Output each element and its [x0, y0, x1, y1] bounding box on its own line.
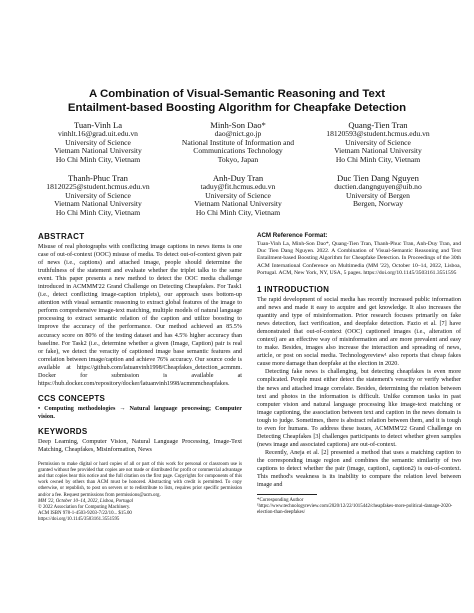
permission-block — [38, 462, 242, 523]
keywords-text: Deep Learning, Computer Vision, Natural Language Processing, Image-Text Matching, Cheapfakes, Misinformation, News — [38, 438, 242, 453]
copyright-line: © 2022 Association for Computing Machinery. — [38, 504, 131, 510]
author-name: Quang-Tien Tran — [348, 120, 408, 130]
author-affiliation: University of Bergen — [346, 190, 410, 200]
author-email: ductien.dangnguyen@uib.no — [334, 182, 422, 191]
intro-paragraph-1: The rapid development of social media has recently increased public information and news and made it easy to acquire and get knowledge. It also increases the quantity and type of misinformation. Prior research focuses primarily on fake news detection, fact verification, and deepfake detection. Fazio et al. [7] have demonstrated that out-of-context (OOC) captioned images (i.e., alteration of context) are an effective way of misinformation and are more prevalent and easy to make. Besides, images also increase the interaction and spreading of news, article, or post on social media. Technologyreview¹ also reports that cheap fakes cause more damage than deepfake at the election in 2020. — [257, 297, 461, 368]
abstract-text: Misuse of real photographs with conflicting image captions in news items is one case of out-of-context (OOC) misuse of media. To detect out-of-context given pair of news (i.e., captions) and attached image, people should determine the truthfulness of the statement and evaluate whether the triplet talks to the same event. This paper presents a new method to detect the OOC media challenge introduced in ACMMM'22 Grand Challenge on Detecting Cheapfakes. For Task1 (i.e., detect conflicting image-caption triplets), our approach uses bottom-up attention with visual semantic reasoning to extract global features of the image to perform comprehensive image-text matching, multiple models of natural language processing to extract semantic relation of the caption and utilize boosting to improve the accuracy of the performance. Our method achieved an 85.5% accuracy score on 80% of the testing dataset and has 4.5% higher accuracy than baseline. For Task2 (i.e., determine whether a given (Image, Caption) pair is real or fake), we detect the veracity of captioned image base semantic features and correlation between image/caption and achieve 76% accuracy. Our source code is available at https://github.com/latuanvinh1998/Cheapfakes_detection_acmmm. Docker for submission is available at https://hub.docker.com/repository/docker/latuanvinh1998/acmmmcheapfakes. — [38, 244, 242, 387]
author-email: 18120225@student.hcmus.edu.vn — [46, 182, 150, 191]
author-name: Tuan-Vinh La — [73, 120, 123, 130]
left-column — [38, 232, 242, 523]
paper-title — [20, 87, 454, 115]
author-location: Tokyo, Japan — [217, 155, 259, 165]
intro-paragraph-3: Recently, Aneja et al. [2] presented a method that uses a matching caption to the corresponding image region and combines the semantic similarity of two captions to detect whether the pair (image, caption1, caption2) is out-of-context. This method's weakness is its inability to compare the relation level between image and — [257, 449, 461, 489]
footnote-rule — [257, 494, 317, 495]
author-name: Duc Tien Dang Nguyen — [337, 173, 419, 183]
acm-reference-text: Tuan-Vinh La, Minh-Son Dao*, Quang-Tien Tran, Thanh-Phuc Tran, Anh-Duy Tran, and Duc Tien Dang Nguyen. 2022. A Combination of Visual-Semantic Reasoning and Text Entailment-based Boosting Algorithm for Cheapfake Detection. In Proceedings of the 30th ACM International Conference on Multimedia (MM '22), October 10–14, 2022, Lisboa, Portugal. ACM, New York, NY, USA, 5 pages. https://doi.org/10.1145/3503161.3551595 — [257, 241, 461, 276]
author-email: 18120593@student.hcmus.edu.vn — [326, 129, 430, 138]
author-6 — [308, 173, 448, 209]
author-affiliation: University of Science — [205, 190, 271, 200]
author-email: vinhlt.16@grad.uit.edu.vn — [58, 129, 138, 138]
keywords-heading: KEYWORDS — [38, 426, 88, 436]
author-affiliation: Vietnam National University — [334, 146, 422, 156]
author-2 — [168, 120, 308, 165]
venue-line: MM '22, October 10–14, 2022, Lisboa, Portugal — [38, 498, 134, 504]
author-name: Anh-Duy Tran — [212, 173, 264, 183]
author-affiliation: Vietnam National University — [54, 199, 142, 209]
author-name: Minh-Son Dao* — [210, 120, 266, 130]
acm-reference-heading: ACM Reference Format: — [257, 232, 328, 239]
author-1 — [28, 120, 168, 165]
title-line-1: A Combination of Visual-Semantic Reasoning and Text — [89, 88, 385, 100]
author-affiliation: University of Science — [65, 137, 131, 147]
introduction-heading: 1 INTRODUCTION — [257, 285, 330, 295]
intro-paragraph-2: Detecting fake news is challenging, but detecting cheapfakes is even more complicated. People must either detect the statement's veracity or verify whether the news and attached image correlate. Besides, determining the relation between text and photos in the information is difficult. Unlike common tasks in past computer vision and natural language processing like image-text matching or image captioning, the association between text and caption in the news domain is tough to judge. Sometimes, there is abstract relation between them, and it is tough to even for humans. To address these issues, ACMMM'22 Grand Challenge on Detecting Cheapfakes [3] challenges participants to detect whether given samples (news image and associated captions) are out-of-context. — [257, 369, 461, 448]
author-location: Bergen, Norway — [352, 199, 404, 209]
right-column — [257, 232, 461, 516]
author-affiliation: Vietnam National University — [54, 146, 142, 156]
author-location: Ho Chi Minh City, Vietnam — [55, 208, 141, 218]
isbn-line: ACM ISBN 978-1-4503-9203-7/22/10... $15.00 — [38, 510, 132, 516]
author-location: Ho Chi Minh City, Vietnam — [55, 155, 141, 165]
author-5 — [168, 173, 308, 218]
author-affiliation: Communications Technology — [193, 146, 283, 156]
author-location: Ho Chi Minh City, Vietnam — [195, 208, 281, 218]
author-affiliation: National Institute of Information and — [181, 137, 295, 147]
doi-line: https://doi.org/10.1145/3503161.3551595 — [38, 516, 120, 522]
author-affiliation: Vietnam National University — [194, 199, 282, 209]
ccs-text: • Computing methodologies → Natural language processing; Computer vision. — [38, 405, 242, 420]
abstract-heading: ABSTRACT — [38, 232, 85, 241]
author-email: taduy@fit.hcmus.edu.vn — [200, 182, 276, 191]
author-name: Thanh-Phuc Tran — [68, 173, 128, 183]
author-affiliation: University of Science — [65, 190, 131, 200]
footnote-url: ¹https://www.technologyreview.com/2020/12/22/1015442/cheapfakes-more-political-damage-2020-election-than-deepfakes/ — [257, 504, 453, 516]
author-4 — [28, 173, 168, 218]
title-line-2: Entailment-based Boosting Algorithm for Cheapfake Detection — [67, 102, 407, 114]
author-affiliation: University of Science — [345, 137, 411, 147]
permission-text: Permission to make digital or hard copies of all or part of this work for personal or classroom use is granted without fee provided that copies are not made or distributed for profit or commercial advantage and that copies bear this notice and the full citation on the first page. Copyrights for components of this work owned by others than ACM must be honored. Abstracting with credit is permitted. To copy otherwise, or republish, to post on servers or to redistribute to lists, requires prior specific permission and/or a fee. Request permissions from permissions@acm.org. — [38, 462, 242, 498]
footnote-corresponding: *Corresponding Author — [257, 498, 304, 504]
author-email: dao@nict.go.jp — [214, 129, 262, 138]
author-3 — [308, 120, 448, 165]
ccs-heading: CCS CONCEPTS — [38, 393, 106, 403]
author-location: Ho Chi Minh City, Vietnam — [335, 155, 421, 165]
